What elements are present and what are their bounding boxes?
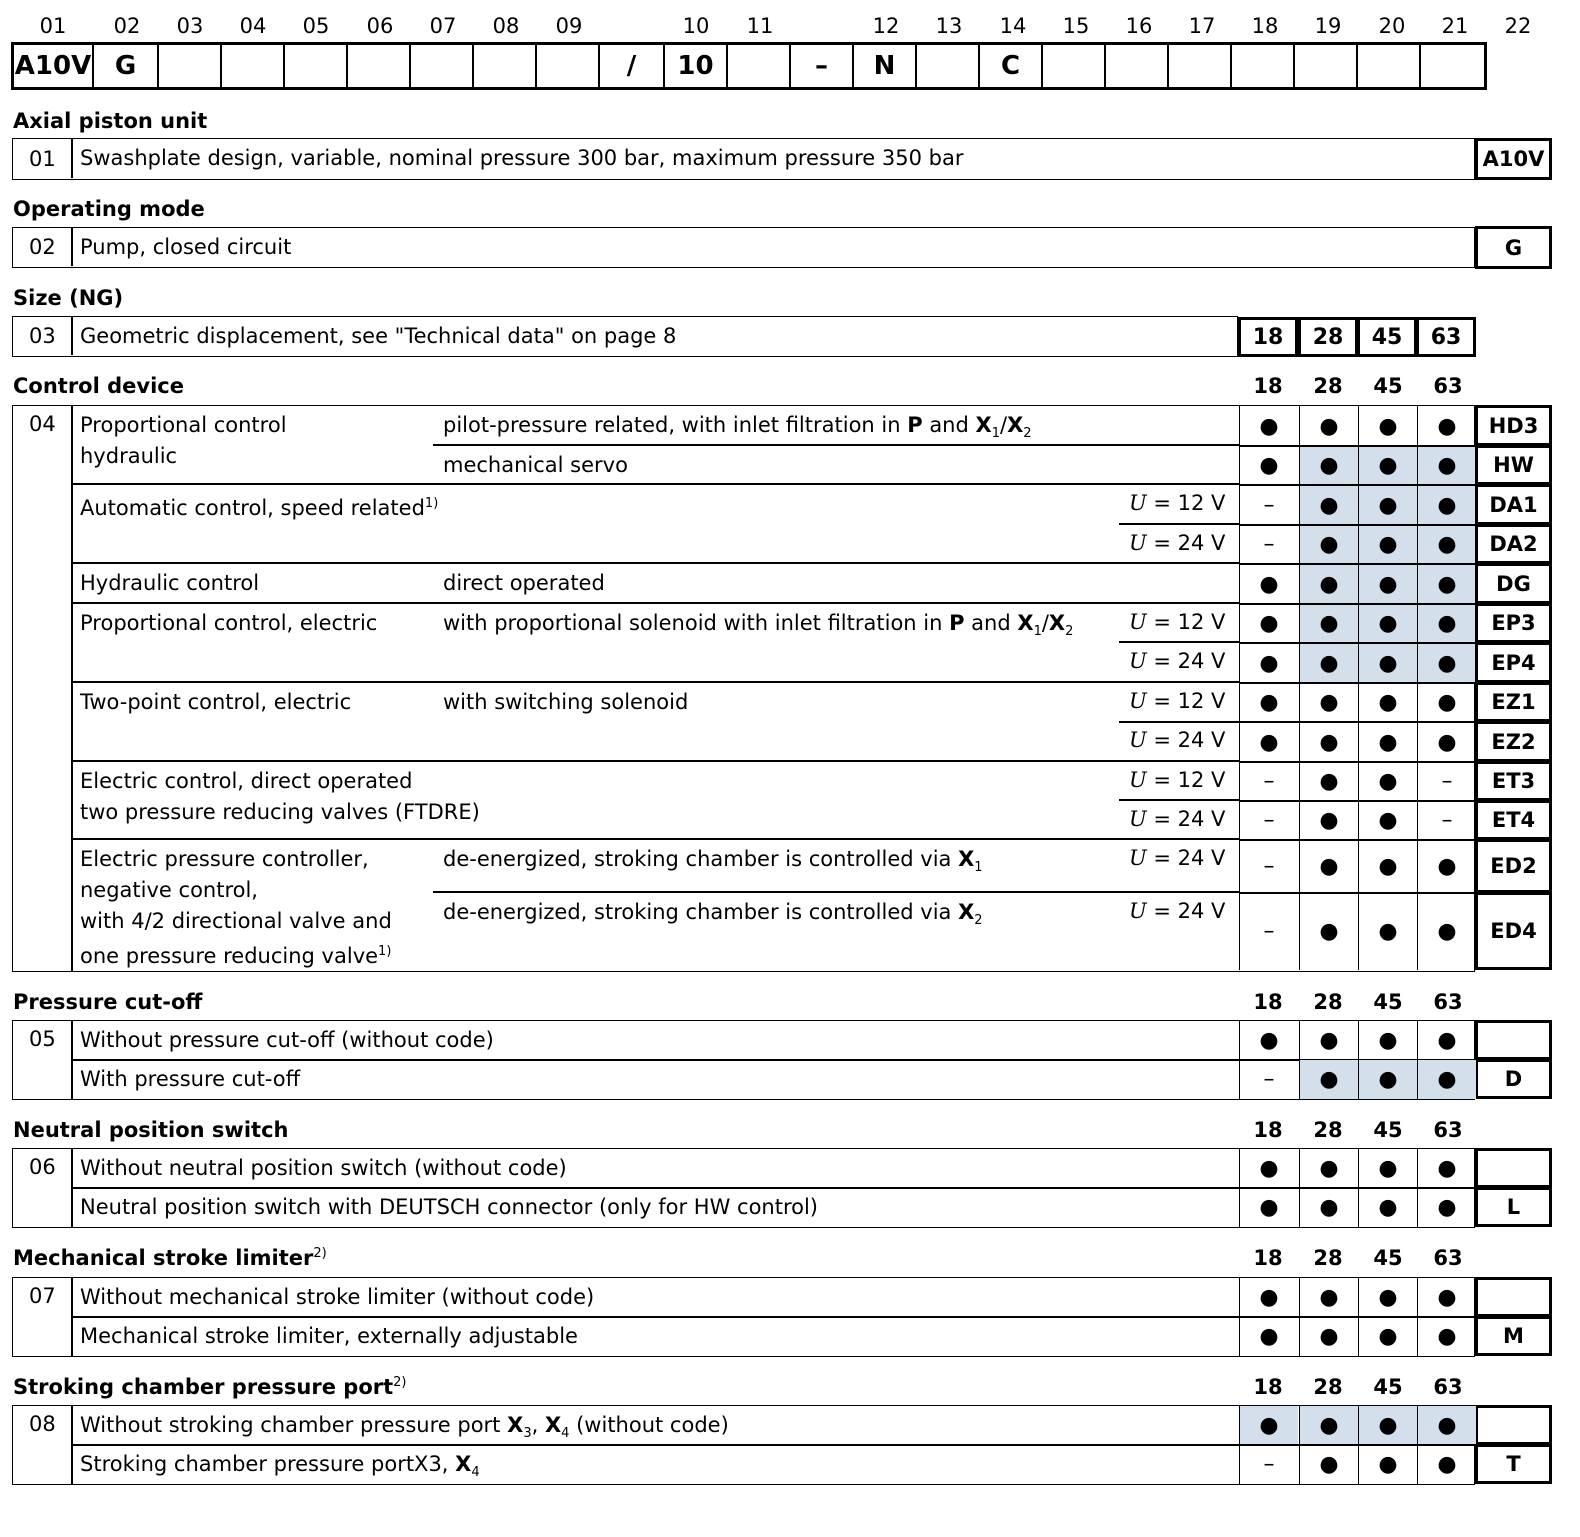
code-box (1475, 1148, 1552, 1188)
position-number: 09 (555, 14, 583, 38)
type-code-cell (285, 45, 348, 87)
row-subdescription: mechanical servo (443, 453, 628, 477)
availability-cell: ● (1417, 1060, 1476, 1099)
voltage-label: U = 24 V (1129, 531, 1226, 555)
size-label: 63 (1433, 1246, 1463, 1270)
type-code-cell (1106, 45, 1169, 87)
voltage-label: U = 24 V (1129, 649, 1226, 673)
availability-cell: ● (1299, 893, 1358, 970)
row-description: Two-point control, electric (80, 690, 352, 714)
size-label: 18 (1253, 1375, 1283, 1399)
availability-cell: ● (1417, 406, 1476, 446)
size-box: 28 (1298, 317, 1358, 357)
code-box: HD3 (1475, 405, 1552, 446)
avail-divider (1239, 445, 1476, 447)
availability-cell: ● (1299, 406, 1358, 446)
availability-cell: ● (1417, 1278, 1476, 1316)
code-box: EP4 (1475, 642, 1552, 683)
row-description: Swashplate design, variable, nominal pressure 300 bar, maximum pressure 350 bar (80, 146, 964, 170)
type-code-row (11, 42, 1487, 90)
row-description: Without stroking chamber pressure port $X_3$, $X_4$ (without code) (80, 1413, 729, 1442)
position-number: 08 (492, 14, 520, 38)
avail-divider (1239, 839, 1476, 841)
size-label: 45 (1373, 374, 1403, 398)
availability-cell: ● (1239, 1149, 1298, 1187)
position-number: 02 (113, 14, 141, 38)
availability-cell: ● (1239, 643, 1298, 683)
availability-cell: ● (1358, 840, 1417, 893)
availability-cell: ● (1417, 1021, 1476, 1059)
type-code-cell: / (600, 45, 665, 87)
voltage-label: U = 12 V (1129, 491, 1226, 515)
type-code-cell (1169, 45, 1232, 87)
availability-cell: ● (1299, 722, 1358, 762)
code-box: ED2 (1475, 839, 1552, 893)
voltage-label: U = 24 V (1129, 899, 1226, 923)
sub-divider (1119, 721, 1239, 723)
availability-cell: ● (1358, 406, 1417, 446)
row-divider (71, 760, 1239, 762)
sizes-header (1238, 1375, 1478, 1399)
type-code-cell (537, 45, 600, 87)
availability-cell: ● (1299, 446, 1358, 485)
row-description: Automatic control, speed related$^{1)}$ (80, 496, 439, 520)
availability-cell: ● (1239, 1317, 1298, 1356)
size-label: 28 (1313, 990, 1343, 1014)
position-number: 18 (1251, 14, 1279, 38)
row-subdescription: with proportional solenoid with inlet filtration in P and $X_1/X_2$ (443, 611, 1074, 640)
availability-cell: ● (1239, 564, 1298, 604)
availability-cell: ● (1358, 893, 1417, 970)
availability-cell: ● (1299, 1188, 1358, 1227)
position-number: 12 (872, 14, 900, 38)
row-description: Without mechanical stroke limiter (without code) (80, 1285, 595, 1309)
availability-cell: ● (1299, 485, 1358, 525)
row-subdescription: de-energized, stroking chamber is controlled via $X_1$ (443, 847, 983, 876)
section-title-axial-piston-unit: Axial piston unit (13, 109, 208, 133)
row-description: Electric control, direct operated (80, 769, 413, 793)
code-box: EP3 (1475, 603, 1552, 643)
availability-cell: – (1239, 801, 1298, 840)
availability-cell: ● (1417, 1149, 1476, 1187)
type-code-cell (1043, 45, 1106, 87)
availability-cell: ● (1299, 840, 1358, 893)
sizes-header (1238, 374, 1478, 398)
type-code-cell (1232, 45, 1295, 87)
availability-cell: ● (1417, 604, 1476, 643)
code-box: A10V (1475, 138, 1552, 180)
availability-cell: ● (1358, 722, 1417, 762)
table-01 (12, 138, 1475, 180)
section-title-size: Size (NG) (13, 286, 124, 310)
row-divider (71, 562, 1239, 564)
avail-divider (1239, 682, 1476, 684)
row-number: 05 (29, 1027, 56, 1051)
type-code-cell: 10 (665, 45, 728, 87)
avail-divider (1239, 484, 1476, 486)
availability-cell: ● (1358, 1021, 1417, 1059)
row-description: Pump, closed circuit (80, 235, 292, 259)
row-description: Neutral position switch with DEUTSCH connector (only for HW control) (80, 1195, 819, 1219)
sub-divider (1119, 799, 1239, 801)
size-label: 28 (1313, 1246, 1343, 1270)
code-box: EZ2 (1475, 721, 1552, 762)
position-number: 19 (1314, 14, 1342, 38)
option-table (12, 1277, 1475, 1357)
position-numbers (0, 14, 1580, 40)
availability-cell: – (1239, 840, 1298, 893)
type-code-cell (159, 45, 222, 87)
row-number: 01 (29, 147, 56, 171)
row-description: Hydraulic control (80, 571, 260, 595)
avail-divider (1239, 524, 1476, 526)
size-label: 45 (1373, 1246, 1403, 1270)
availability-cell: ● (1239, 406, 1298, 446)
row-number: 02 (29, 235, 56, 259)
size-label: 63 (1433, 1375, 1463, 1399)
row-description: Stroking chamber pressure portX3, $X_4$ (80, 1452, 480, 1481)
size-label: 28 (1313, 374, 1343, 398)
code-box: L (1475, 1187, 1552, 1227)
avail-divider (1239, 603, 1476, 605)
table-03 (12, 316, 1238, 357)
row-description-line: with 4/2 directional valve and (80, 909, 392, 933)
availability-cell: ● (1358, 446, 1417, 485)
type-code-cell (474, 45, 537, 87)
availability-cell: ● (1299, 1149, 1358, 1187)
availability-cell: ● (1299, 525, 1358, 564)
availability-cell: ● (1417, 485, 1476, 525)
section-title-operating-mode: Operating mode (13, 197, 205, 221)
availability-cell: ● (1239, 1188, 1298, 1227)
availability-cell: ● (1417, 643, 1476, 683)
size-box: 18 (1238, 317, 1298, 357)
avail-divider (1239, 800, 1476, 802)
type-code-cell: G (94, 45, 159, 87)
availability-cell: ● (1299, 762, 1358, 801)
availability-cell: ● (1417, 840, 1476, 893)
row-description: Proportional control (80, 413, 287, 437)
size-label: 18 (1253, 1118, 1283, 1142)
availability-cell: ● (1299, 683, 1358, 722)
size-label: 28 (1313, 1118, 1343, 1142)
code-box: DA2 (1475, 524, 1552, 564)
sizes-header (1238, 990, 1478, 1014)
position-number: 07 (429, 14, 457, 38)
avail-divider (1239, 892, 1476, 894)
availability-cell: ● (1358, 1188, 1417, 1227)
row-description-line: hydraulic (80, 444, 178, 468)
availability-cell: ● (1358, 564, 1417, 604)
size-label: 63 (1433, 1118, 1463, 1142)
availability-cell: ● (1417, 722, 1476, 762)
position-number: 15 (1062, 14, 1090, 38)
size-label: 45 (1373, 1118, 1403, 1142)
position-number: 01 (39, 14, 67, 38)
avail-divider (1239, 563, 1476, 565)
type-code-cell (411, 45, 474, 87)
position-number: 16 (1125, 14, 1153, 38)
availability-cell: ● (1358, 1060, 1417, 1099)
row-description: Mechanical stroke limiter, externally adjustable (80, 1324, 578, 1348)
availability-cell: ● (1239, 446, 1298, 485)
code-box: D (1475, 1059, 1552, 1099)
availability-cell: ● (1239, 722, 1298, 762)
availability-cell: ● (1358, 762, 1417, 801)
section-title: Pressure cut-off (13, 990, 203, 1014)
type-code-cell (1358, 45, 1421, 87)
code-box (1475, 1277, 1552, 1317)
code-box: EZ1 (1475, 682, 1552, 722)
position-number: 05 (302, 14, 330, 38)
availability-cell: ● (1358, 683, 1417, 722)
code-box (1475, 1020, 1552, 1060)
sub-divider (433, 891, 1239, 893)
availability-cell: ● (1299, 1021, 1358, 1059)
availability-cell: ● (1299, 1278, 1358, 1316)
type-code-cell: N (854, 45, 917, 87)
availability-cell: ● (1239, 1278, 1298, 1316)
availability-cell: – (1239, 893, 1298, 970)
code-box: G (1475, 226, 1552, 269)
code-box: T (1475, 1444, 1552, 1484)
size-label: 45 (1373, 1375, 1403, 1399)
availability-cell: ● (1299, 1317, 1358, 1356)
voltage-label: U = 12 V (1129, 610, 1226, 634)
row-divider (71, 838, 1239, 840)
availability-cell: ● (1358, 525, 1417, 564)
availability-cell: ● (1299, 1445, 1358, 1484)
type-code-cell (917, 45, 980, 87)
type-code-cell (1421, 45, 1484, 87)
availability-cell: ● (1417, 1445, 1476, 1484)
availability-cell: – (1239, 1060, 1298, 1099)
avail-divider (1239, 721, 1476, 723)
type-code-cell (222, 45, 285, 87)
type-code-cell: C (980, 45, 1043, 87)
option-table (12, 1020, 1475, 1100)
row-number: 04 (29, 412, 56, 436)
row-description: Proportional control, electric (80, 611, 378, 635)
availability-cell: – (1239, 485, 1298, 525)
row-description: Without pressure cut-off (without code) (80, 1028, 494, 1052)
section-title: Neutral position switch (13, 1118, 289, 1142)
availability-cell: ● (1299, 1406, 1358, 1444)
availability-cell: ● (1358, 604, 1417, 643)
availability-cell: ● (1299, 643, 1358, 683)
row-number: 03 (29, 324, 56, 348)
type-code-cell (728, 45, 791, 87)
availability-cell: ● (1239, 683, 1298, 722)
option-table (12, 1148, 1475, 1228)
sub-divider (1119, 523, 1239, 525)
position-number: 21 (1441, 14, 1469, 38)
availability-cell: ● (1417, 525, 1476, 564)
size-label: 28 (1313, 1375, 1343, 1399)
size-label: 18 (1253, 990, 1283, 1014)
position-number: 11 (746, 14, 774, 38)
row-subdescription: with switching solenoid (443, 690, 689, 714)
availability-cell: ● (1417, 683, 1476, 722)
availability-cell: ● (1417, 1317, 1476, 1356)
availability-cell: – (1239, 525, 1298, 564)
row-description-line: negative control, (80, 878, 258, 902)
type-code-cell (1295, 45, 1358, 87)
availability-cell: ● (1358, 1406, 1417, 1444)
voltage-label: U = 24 V (1129, 728, 1226, 752)
voltage-label: U = 24 V (1129, 846, 1226, 870)
row-description: Geometric displacement, see "Technical data" on page 8 (80, 324, 677, 348)
availability-cell: ● (1239, 1406, 1298, 1444)
row-number: 08 (29, 1412, 56, 1436)
type-code-cell (348, 45, 411, 87)
row-number: 06 (29, 1155, 56, 1179)
voltage-label: U = 12 V (1129, 768, 1226, 792)
sub-divider (1119, 641, 1239, 643)
voltage-label: U = 12 V (1129, 689, 1226, 713)
code-box: HW (1475, 445, 1552, 485)
code-box: DG (1475, 563, 1552, 604)
size-label: 18 (1253, 1246, 1283, 1270)
availability-cell: ● (1358, 1149, 1417, 1187)
availability-cell: ● (1417, 564, 1476, 604)
availability-cell: – (1239, 1445, 1298, 1484)
size-box: 63 (1416, 317, 1476, 357)
row-subdescription: pilot-pressure related, with inlet filtration in P and $X_1/X_2$ (443, 413, 1032, 442)
availability-cell: ● (1417, 446, 1476, 485)
availability-cell: ● (1417, 893, 1476, 970)
table-04 (12, 405, 1475, 972)
row-subdescription: direct operated (443, 571, 605, 595)
code-box (1475, 1405, 1552, 1445)
position-number: 03 (176, 14, 204, 38)
availability-cell: ● (1239, 604, 1298, 643)
position-number: 22 (1504, 14, 1532, 38)
position-number: 17 (1188, 14, 1216, 38)
availability-cell: ● (1239, 1021, 1298, 1059)
position-number: 14 (999, 14, 1027, 38)
availability-cell: ● (1417, 1406, 1476, 1444)
row-description: Electric pressure controller, (80, 847, 369, 871)
code-box: DA1 (1475, 484, 1552, 525)
size-label: 45 (1373, 990, 1403, 1014)
sizes-header (1238, 1246, 1478, 1270)
voltage-label: U = 24 V (1129, 807, 1226, 831)
availability-cell: ● (1299, 564, 1358, 604)
type-code-cell: – (791, 45, 854, 87)
code-box: ET3 (1475, 761, 1552, 801)
availability-cell: – (1417, 801, 1476, 840)
avail-divider (1239, 642, 1476, 644)
availability-cell: ● (1358, 801, 1417, 840)
availability-cell: ● (1358, 1278, 1417, 1316)
size-box: 45 (1357, 317, 1417, 357)
code-box: M (1475, 1316, 1552, 1356)
code-box: ED4 (1475, 892, 1552, 970)
position-number: 20 (1378, 14, 1406, 38)
code-box: ET4 (1475, 800, 1552, 840)
position-number: 13 (935, 14, 963, 38)
availability-cell: ● (1358, 643, 1417, 683)
sizes-header (1238, 1118, 1478, 1142)
availability-cell: – (1239, 762, 1298, 801)
table-02 (12, 227, 1475, 268)
row-description-line: one pressure reducing valve$^{1)}$ (80, 944, 392, 968)
position-number: 06 (366, 14, 394, 38)
row-divider (71, 483, 1239, 485)
size-label: 18 (1253, 374, 1283, 398)
row-description-line: two pressure reducing valves (FTDRE) (80, 800, 480, 824)
availability-cell: ● (1299, 801, 1358, 840)
availability-cell: ● (1358, 485, 1417, 525)
type-code-cell: A10V (14, 45, 94, 87)
row-description: Without neutral position switch (without code) (80, 1156, 567, 1180)
availability-cell: – (1417, 762, 1476, 801)
option-table (12, 1405, 1475, 1485)
row-subdescription: de-energized, stroking chamber is controlled via $X_2$ (443, 900, 983, 929)
size-label: 63 (1433, 990, 1463, 1014)
availability-cell: ● (1299, 1060, 1358, 1099)
availability-cell: ● (1299, 604, 1358, 643)
row-number: 07 (29, 1284, 56, 1308)
row-divider (71, 681, 1239, 683)
section-title: Mechanical stroke limiter$^{2)}$ (13, 1246, 327, 1270)
availability-cell: ● (1417, 1188, 1476, 1227)
row-divider (71, 602, 1239, 604)
row-description: With pressure cut-off (80, 1067, 301, 1091)
section-title-control-device: Control device (13, 374, 184, 398)
avail-divider (1239, 761, 1476, 763)
availability-cell: ● (1358, 1317, 1417, 1356)
section-title: Stroking chamber pressure port$^{2)}$ (13, 1375, 407, 1399)
availability-cell: ● (1358, 1445, 1417, 1484)
divider (71, 406, 73, 971)
position-number: 04 (239, 14, 267, 38)
size-label: 63 (1433, 374, 1463, 398)
position-number: 10 (682, 14, 710, 38)
